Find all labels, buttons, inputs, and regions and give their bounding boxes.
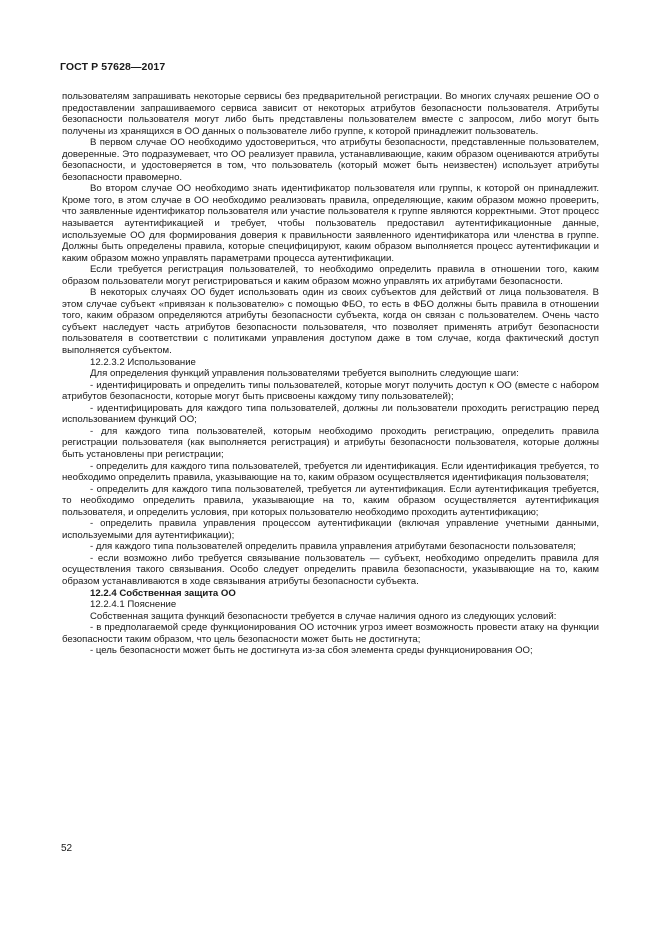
page-number: 52 (61, 843, 73, 854)
paragraph: В некоторых случаях ОО будет использовать один из своих субъектов для действий от лица пользователя. В этом случае субъект «привязан к пользователю» с помощью ФБО, то есть в ФБО должны быть правила в отношении того, каким образом определяются атрибуты безопасности субъекта, когда он связан с пользователем. Очень часто субъект наследует часть атрибутов безопасности пользователя, что позволяет применять атрибут безопасности пользователя в соответствии с политиками управления доступом даже в том случае, когда фактический доступ выполняется субъектом. (62, 287, 599, 357)
list-item: - идентифицировать для каждого типа пользователей, должны ли пользователи проходить регистрацию перед использованием функций ОО; (62, 402, 599, 426)
paragraph: В первом случае ОО необходимо удостовериться, что атрибуты безопасности, представленные пользователем, доверенные. Это подразумевает, что ОО реализует правила, устанавливающие, каким образом оцениваются атрибуты безопасности, и удостоверяется в том, что пользователь (который может быть неизвестен) использует атрибуты безопасности правомерно. (62, 137, 599, 183)
list-item: - если возможно либо требуется связывание пользователь — субъект, необходимо определить правила для осуществления такого связывания. Особо следует определить правила безопасности, указывающие на то, каким образом устанавливаются в ходе связывания атрибуты безопасности субъекта. (62, 552, 599, 587)
list-item: - для каждого типа пользователей определить правила управления атрибутами безопасности пользователя; (90, 541, 576, 553)
paragraph: Для определения функций управления пользователями требуется выполнить следующие шаги: (90, 368, 519, 380)
paragraph: пользователям запрашивать некоторые сервисы без предварительной регистрации. Во многих случаях решение ОО о предоставлении запрашиваемого сервиса зависит от некоторых атрибутов безопасности пользователя. Атрибуты безопасности пользователя могут либо быть представлены пользователем вместе с запросом, либо могут быть получены из хранящихся в ОО данных о пользователе либо группе, к которой принадлежит пользователь. (62, 91, 599, 137)
list-item: - цель безопасности может быть не достигнута из-за сбоя элемента среды функционирования ОО; (90, 645, 533, 657)
document-header: ГОСТ Р 57628—2017 (60, 61, 166, 73)
list-item: - идентифицировать и определить типы пользователей, которые могут получить доступ к ОО (вместе с набором атрибутов безопасности, которые могут быть присвоены каждому типу пользователей); (62, 379, 599, 403)
list-item: - определить для каждого типа пользователей, требуется ли идентификация. Если идентификация требуется, то необходимо определить правила, указывающие на то, каким образом осуществляется идентификация пользователя; (62, 460, 599, 484)
list-item: - для каждого типа пользователей, которым необходимо проходить регистрацию, определить правила регистрации пользователя (как выполняется регистрация) и атрибуты безопасности пользователя, которые должны быть установлены при регистрации; (62, 425, 599, 460)
document-body (62, 91, 599, 657)
subsection-heading: 12.2.3.2 Использование (90, 356, 196, 368)
list-item: - в предполагаемой среде функционирования ОО источник угроз имеет возможность провести атаку на функции безопасности таким образом, что цель безопасности может быть не достигнута; (62, 622, 599, 645)
list-item: - определить правила управления процессом аутентификации (включая управление учетными данными, используемыми для аутентификации); (62, 518, 599, 541)
paragraph: Во втором случае ОО необходимо знать идентификатор пользователя или группы, к которой он принадлежит. Кроме того, в этом случае в ОО необходимо реализовать правила, определяющие, каким образом можно проверить, что заявленные идентификатор пользователя или участие пользователя к группе являются корректными. Этот процесс называется аутентификацией и требует, чтобы пользователь предоставил аутентификационные данные, используемые ОО для формирования доверия к правильности заявленного идентификатора или членства в группе. Должны быть определены правила, которые специфицируют, каким образом выполняется процесс аутентификации и каким образом можно управлять параметрами процесса аутентификации. (62, 183, 599, 264)
list-item: - определить для каждого типа пользователей, требуется ли аутентификация. Если аутентификация требуется, то необходимо определить правила, указывающие на то, каким образом осуществляется аутентификация пользователя, и определить условия, при которых пользователю необходимо проходить аутентификацию; (62, 483, 599, 518)
paragraph: Собственная защита функций безопасности требуется в случае наличия одного из следующих условий: (90, 610, 557, 622)
paragraph: Если требуется регистрация пользователей, то необходимо определить правила в отношении того, каким образом пользователи могут регистрироваться и каким образом можно управлять их атрибутами безопасности. (62, 264, 599, 287)
section-heading: 12.2.4 Собственная защита ОО (90, 587, 236, 599)
subsection-heading: 12.2.4.1 Пояснение (90, 599, 177, 611)
